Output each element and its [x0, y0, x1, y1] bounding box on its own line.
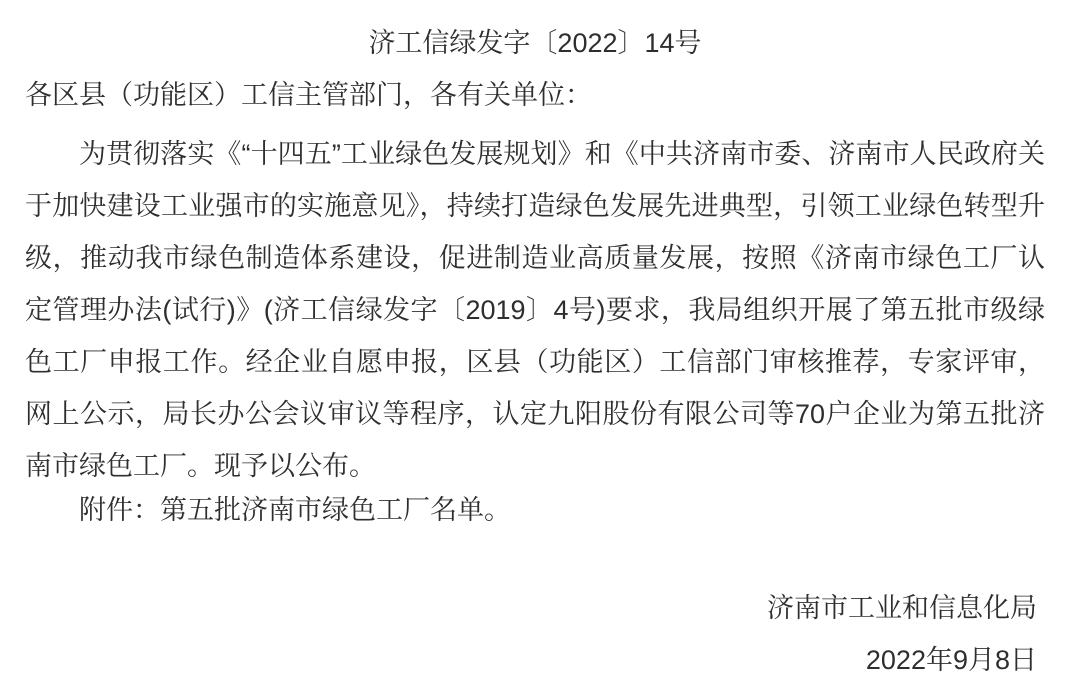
- body-paragraph: 为贯彻落实《“十四五”工业绿色发展规划》和《中共济南市委、济南市人民政府关于加快建设工业强市的实施意见》，持续打造绿色发展先进典型，引领工业绿色转型升级，推动我市绿色制造体系建设，促进制造业高质量发展，按照《济南市绿色工厂认定管理办法(试行)》(济工信绿发字〔2019〕4号)要求，我局组织开展了第五批市级绿色工厂申报工作。经企业自愿申报，区县（功能区）工信部门审核推荐，专家评审，网上公示，局长办公会议审议等程序，认定九阳股份有限公司等70户企业为第五批济南市绿色工厂。现予以公布。: [25, 139, 1045, 481]
- signature-block: [25, 582, 1045, 678]
- document-number: 济工信绿发字〔2022〕14号: [368, 28, 702, 58]
- issue-date: 2022年9月8日: [865, 645, 1037, 675]
- salutation-line: 各区县（功能区）工信主管部门，各有关单位：: [25, 80, 592, 110]
- issuer-name: 济南市工业和信息化局: [767, 593, 1037, 623]
- attachment-line: 附件：第五批济南市绿色工厂名单。: [79, 495, 511, 525]
